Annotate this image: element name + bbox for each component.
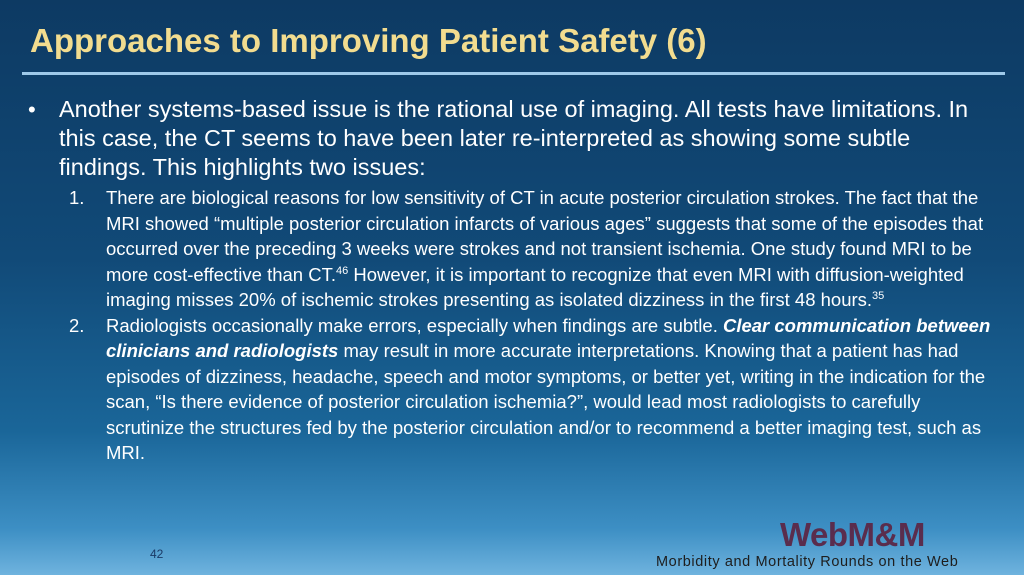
list-item-2-text-b: may result in more accurate interpretations. Knowing that a patient has had episodes of dizziness, headache, speech and motor symptoms, or better yet, writing in the indication for the scan, “Is there evidence of posterior circulation ischemia?”, would lead most radiologists to carefully scrutinize the structures fed by the posterior circulation and/or to recommend a better imaging test, such as MRI.	[106, 340, 986, 463]
list-item-2	[28, 313, 993, 466]
title-divider	[22, 72, 1005, 75]
list-item-2-emphasis: Clear communication between clinicians and radiologists	[106, 314, 991, 361]
reference-35: 35	[872, 290, 885, 302]
logo-tagline: Morbidity and Mortality Rounds on the Web	[656, 554, 959, 570]
list-item-2-number: 2.	[69, 314, 85, 336]
list-item-2-text-a: Radiologists occasionally make errors, especially when findings are subtle.	[106, 314, 723, 336]
list-item-1-text-a: There are biological reasons for low sensitivity of CT in acute posterior circulation strokes. The fact that the MRI showed “multiple posterior circulation infarcts of various ages” suggests that some of the episodes that occurred over the preceding 3 weeks were strokes and not transient ischemia. One study found MRI to be more cost-effective than CT.	[106, 187, 984, 285]
slide-title: Approaches to Improving Patient Safety (6)	[30, 22, 707, 59]
main-bullet-text: Another systems-based issue is the rational use of imaging. All tests have limitations. In this case, the CT seems to have been later re-interpreted as showing some subtle findings. This highlights two issues:	[59, 96, 969, 180]
reference-46: 46	[335, 264, 349, 277]
list-item-1	[28, 185, 993, 313]
list-item-1-text-b: However, it is important to recognize that even MRI with diffusion-weighted imaging misses 20% of ischemic strokes presenting as isolated dizziness in the first 48 hours.	[106, 263, 964, 310]
logo-mark: WebM&M	[780, 516, 925, 553]
list-item-1-number: 1.	[69, 187, 85, 208]
numbered-list	[28, 185, 993, 466]
page-number: 42	[150, 547, 164, 561]
bullet-dot-icon: •	[28, 97, 36, 122]
main-bullet	[28, 95, 993, 182]
slide-content	[28, 95, 993, 466]
webmm-logo	[652, 517, 1012, 575]
